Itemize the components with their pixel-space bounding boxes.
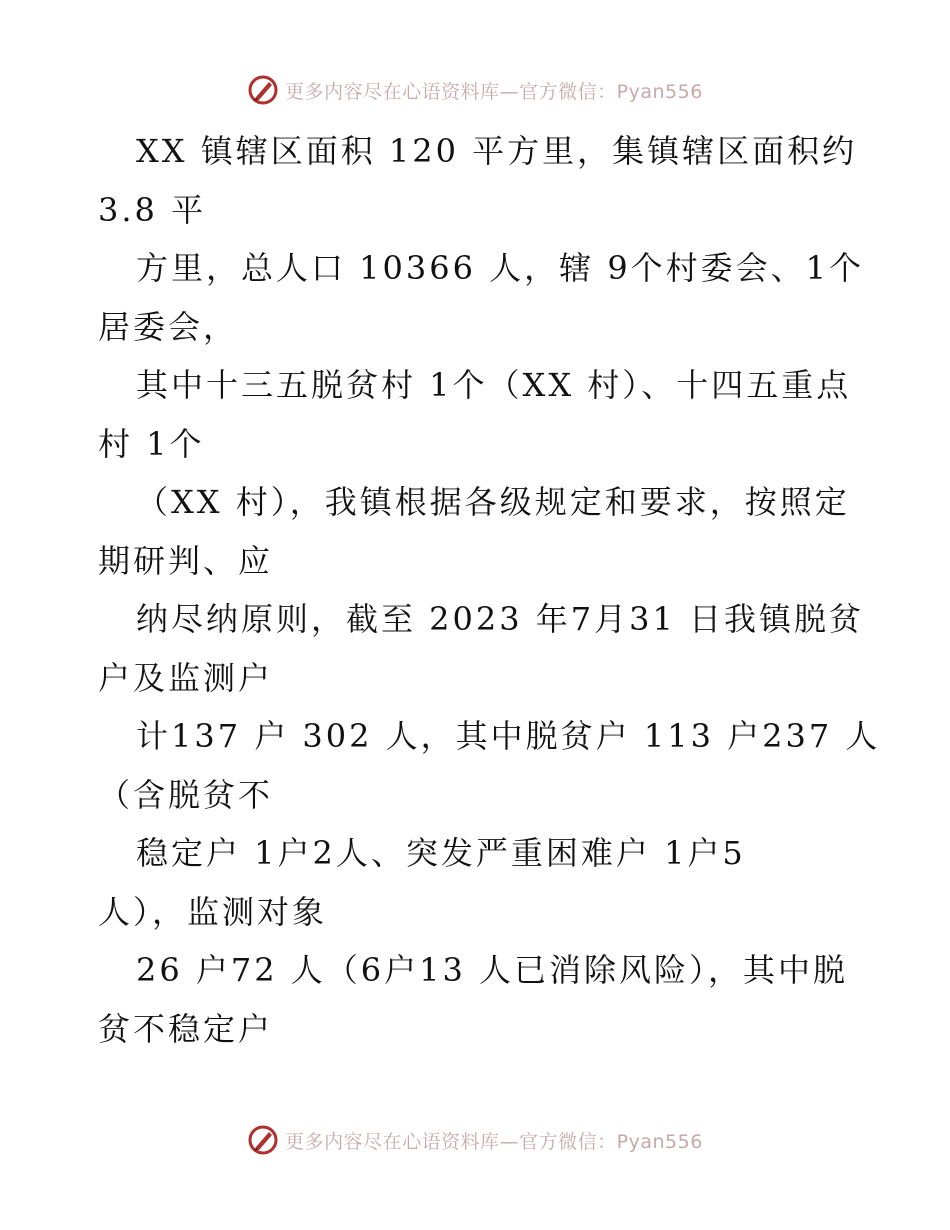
quill-pen-logo-icon [247,74,279,106]
paragraph-line: 期研判、应 [98,541,274,580]
paragraph-line: 其中十三五脱贫村 1个（XX 村）、十四五重点 [136,366,852,404]
paragraph-line: 纳尽纳原则，截至 2023 年7月31 日我镇脱贫 [136,600,865,638]
paragraph-line: 3.8 平 [98,190,207,229]
footer-banner [0,1120,950,1160]
document-body [98,122,881,1058]
footer-banner-text: 更多内容尽在心语资料库—官方微信：Pyan556 [285,1130,703,1153]
header-banner-text: 更多内容尽在心语资料库—官方微信：Pyan556 [285,80,703,103]
header-banner [0,70,950,110]
paragraph-line: 计137 户 302 人，其中脱贫户 113 户237 人 [136,717,881,755]
paragraph-line: 人），监测对象 [98,892,328,931]
quill-pen-logo-icon [247,1124,279,1156]
paragraph-line: 稳定户 1户2人、突发严重困难户 1户5 [136,834,746,872]
paragraph-line: 26 户72 人（6户13 人已消除风险），其中脱 [136,951,849,989]
paragraph-line: 户及监测户 [98,658,274,697]
paragraph-line: （含脱贫不 [98,775,274,814]
paragraph-line: 居委会， [98,307,239,346]
paragraph-line: 贫不稳定户 [98,1009,274,1048]
paragraph-line: 村 1个 [98,424,205,463]
paragraph-line: 方里，总人口 10366 人，辖 9个村委会、1个 [136,249,865,287]
paragraph-line: （XX 村），我镇根据各级规定和要求，按照定 [136,483,850,521]
paragraph-line: XX 镇辖区面积 120 平方里，集镇辖区面积约 [136,132,858,170]
